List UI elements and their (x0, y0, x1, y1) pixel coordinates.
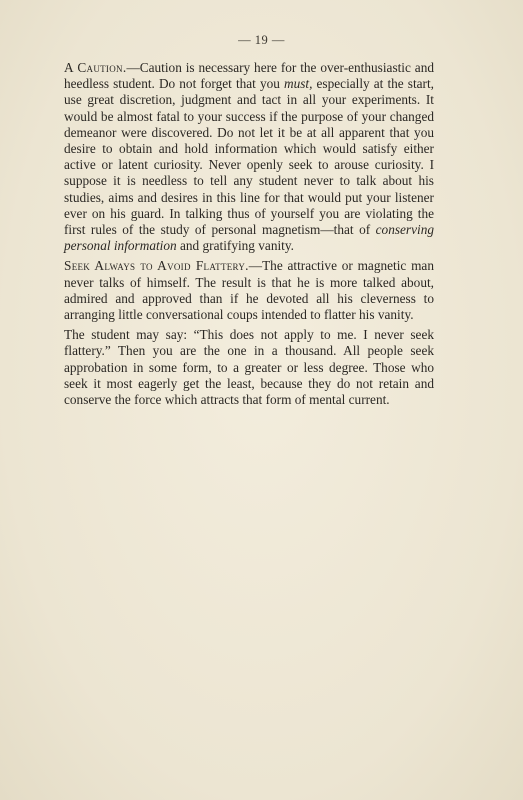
paragraph-flattery: Seek Always to Avoid Flattery.—The attractive or magnetic man never talks of himself. The result is that he is more talked about, admired and approved than if he devoted all his cleverness to arranging little conversational coups intended to flatter his vanity. (64, 258, 434, 323)
paragraph-caution: A Caution.—Caution is necessary here for the over-enthusiastic and heedless student. Do not forget that you must, especially at the start, use great discretion, judgment and tact in all your experiments. It would be almost fatal to your success if the purpose of your changed demeanor were discovered. Do not let it be at all apparent that you desire to obtain and hold information which would satisfy either active or latent curiosity. Never openly seek to arouse curiosity. I suppose it is needless to tell any student never to talk about his studies, aims and desires in this line for that would put your listener ever on his guard. In talking thus of yourself you are violating the first rules of the study of personal magnetism—that of conserving personal information and gratifying vanity. (64, 60, 434, 254)
paragraph-student: The student may say: “This does not apply to me. I never seek flattery.” Then you are the one in a thousand. All people seek approbation in some form, to a greater or less degree. Those who seek it most eagerly get the least, because they do not retain and conserve the force which attracts that form of mental current. (64, 327, 434, 408)
paragraph-heading: A Caution. (64, 60, 127, 75)
page-number: — 19 — (238, 33, 285, 47)
body-text (64, 60, 434, 412)
emphasis: conserving personal information (64, 222, 434, 254)
emphasis: must, (284, 76, 313, 92)
paragraph-heading: Seek Always to Avoid Flattery. (64, 258, 249, 274)
